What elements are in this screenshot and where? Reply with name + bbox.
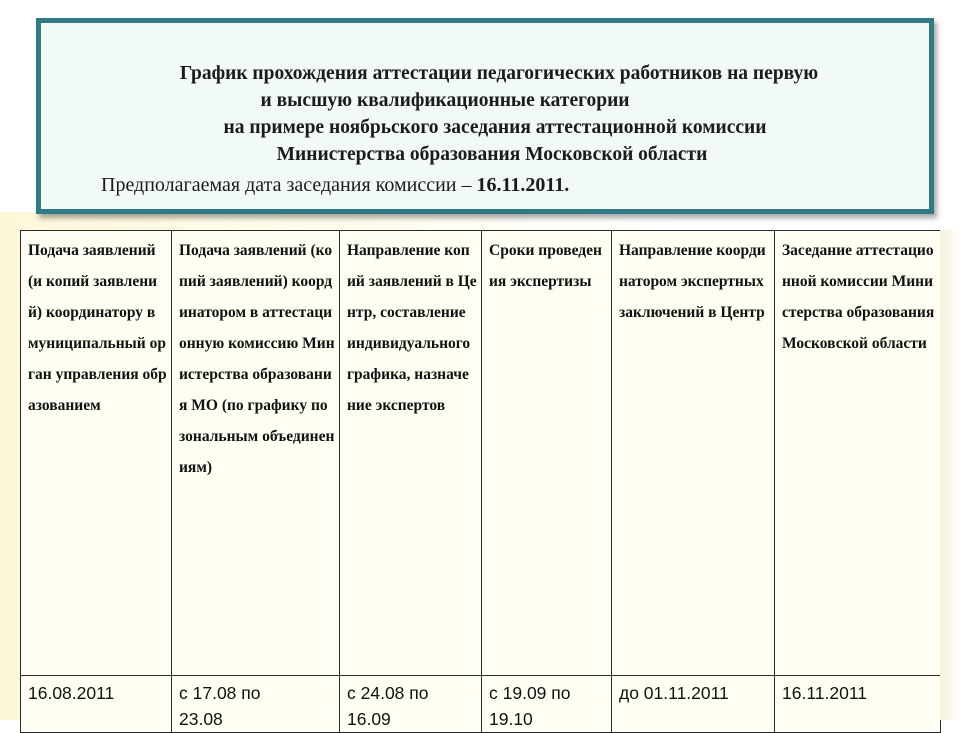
value-cell-4-line-1: с 19.09 по xyxy=(489,683,571,703)
meeting-date-label: Предполагаемая дата заседания комиссии – xyxy=(101,174,477,196)
meeting-date-value: 16.11.2011. xyxy=(476,174,570,196)
title-line-2: и высшую квалификационные категории xyxy=(260,90,630,111)
value-cell-5 xyxy=(612,676,775,733)
value-cell-1 xyxy=(21,676,172,733)
title-line-1: График прохождения аттестации педагогических работников на первую xyxy=(179,63,819,84)
value-cell-6 xyxy=(775,676,941,733)
value-cell-2-line-2: 23.08 xyxy=(179,709,223,729)
value-cell-4 xyxy=(482,676,612,733)
header-cell-copies-to-center: Направление копий заявлений в Центр, составление индивидуального графика, назначение экспертов xyxy=(340,231,482,676)
value-cell-3 xyxy=(340,676,482,733)
value-cell-3-line-1: с 24.08 по xyxy=(347,683,429,703)
value-cell-4-line-2: 19.10 xyxy=(489,709,533,729)
value-cell-2-line-1: с 17.08 по xyxy=(179,683,261,703)
title-line-3: на примере ноябрьского заседания аттестационной комиссии xyxy=(223,117,767,138)
value-cell-5-line-1: до 01.11.2011 xyxy=(619,683,729,703)
header-cell-commission-meeting: Заседание аттестационной комиссии Министерства образования Московской области xyxy=(775,231,941,676)
value-cell-3-line-2: 16.09 xyxy=(347,709,391,729)
value-cell-1-line-1: 16.08.2011 xyxy=(28,683,115,703)
title-box xyxy=(36,18,934,214)
header-cell-expertise-period: Сроки проведения экспертизы xyxy=(482,231,612,676)
meeting-date-line xyxy=(101,173,569,197)
header-cell-applications-to-commission: Подача заявлений (копий заявлений) координатором в аттестационную комиссию Министерства образования МО (по графику по зональным объединениям) xyxy=(172,231,340,676)
schedule-table xyxy=(20,230,941,733)
header-cell-expert-conclusions: Направление координатором экспертных заключений в Центр xyxy=(612,231,775,676)
title-line-4: Министерства образования Московской области xyxy=(276,144,708,165)
value-cell-6-line-1: 16.11.2011 xyxy=(782,683,867,703)
right-edge-shade xyxy=(940,230,960,720)
table-header-row xyxy=(21,231,941,676)
table-row xyxy=(21,676,941,733)
header-cell-applications-to-coordinator: Подача заявлений (и копий заявлений) координатору в муниципальный орган управления образованием xyxy=(21,231,172,676)
value-cell-2 xyxy=(172,676,340,733)
